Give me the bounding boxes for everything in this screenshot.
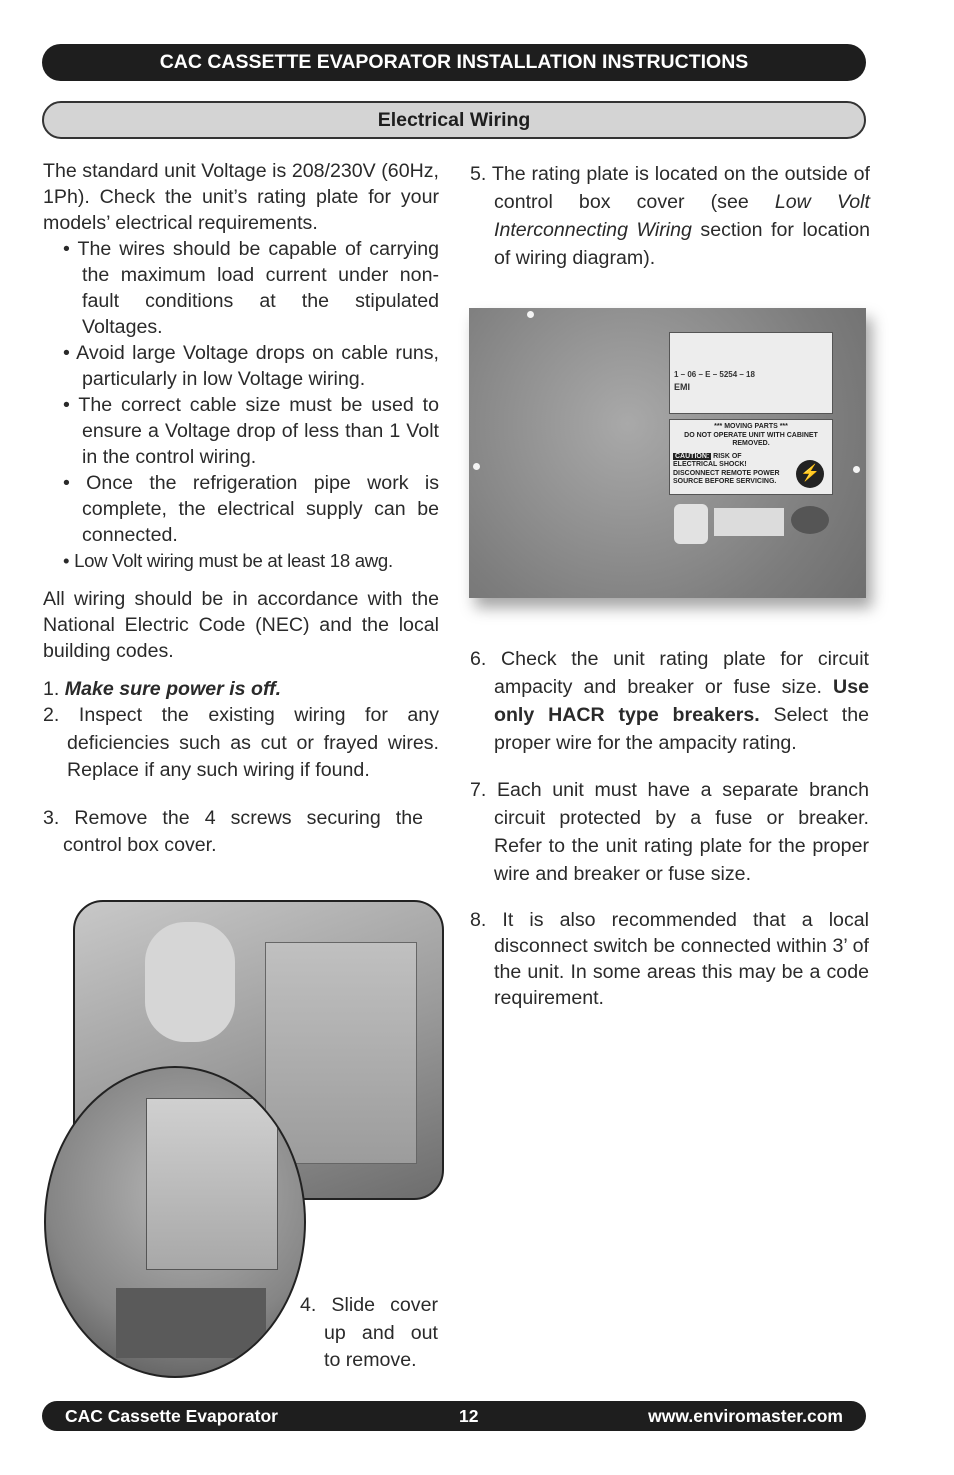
warning-label: [669, 419, 833, 495]
left-column: [43, 158, 439, 860]
step-2: 2. Inspect the existing wiring for any deficiencies such as cut or frayed wires. Replace if any such wiring if found.: [43, 704, 439, 781]
step-8: 8. It is also recommended that a local disconnect switch be connected within 3’ of the unit. In some areas this may be a code requirement.: [470, 909, 869, 1009]
step-5-text-a: 5. The rating plate is located on the outside of control box cover (see: [470, 163, 870, 213]
step-4-caption: [300, 1292, 438, 1375]
step-7: 7. Each unit must have a separate branch circuit protected by a fuse or breaker. Refer to the unit rating plate for the proper wire and breaker or fuse size.: [470, 779, 869, 885]
header-title: CAC CASSETTE EVAPORATOR INSTALLATION INSTRUCTIONS: [159, 51, 749, 73]
nec-paragraph: All wiring should be in accordance with the National Electric Code (NEC) and the local building codes.: [43, 588, 439, 662]
step-1-number: 1.: [43, 678, 60, 700]
footer-title: CAC Cassette Evaporator: [65, 1406, 278, 1426]
step-6-text-b: Select the proper wire for the ampacity rating.: [494, 704, 869, 754]
flag-sticker-icon: [791, 506, 829, 534]
step-6-text-a: 6. Check the unit rating plate for circuit ampacity and breaker or fuse size.: [470, 648, 869, 698]
bullet-low-volt: • Low Volt wiring must be at least 18 awg.: [63, 550, 393, 571]
cover-panel: [265, 942, 417, 1164]
hand-icon: [145, 922, 235, 1042]
section-header: [42, 101, 866, 139]
caution-tag: CAUTION:: [675, 452, 710, 460]
page-header: [42, 44, 866, 81]
page-footer: [42, 1401, 866, 1431]
lightning-icon: ⚡: [796, 460, 824, 488]
page-number: 12: [459, 1406, 479, 1426]
wiring-icon: [116, 1288, 266, 1358]
bullet-supply-connection: • Once the refrigeration pipe work is complete, the electrical supply can be connected.: [63, 472, 439, 546]
step-3: 3. Remove the 4 screws securing the control box cover.: [43, 806, 423, 856]
bullet-voltage-drop: • Avoid large Voltage drops on cable runs, particularly in low Voltage wiring.: [63, 342, 439, 390]
listing-label-icon: [714, 508, 784, 536]
right-steps: [470, 645, 869, 1011]
footer-website: www.enviromaster.com: [648, 1406, 843, 1426]
zoom-cover-panel: [146, 1098, 278, 1270]
bullet-cable-size: • The correct cable size must be used to ensure a Voltage drop of less than 1 Volt in the control wiring.: [63, 394, 439, 468]
certification-badge-icon: [674, 504, 708, 544]
step-5-text-b: section for location of wiring diagram).: [494, 219, 870, 269]
step-6-hacr: Use only HACR type breakers.: [494, 676, 869, 726]
caution-text: RISK OF ELECTRICAL SHOCK! DISCONNECT REMOTE POWER SOURCE BEFORE SERVICING.: [673, 452, 780, 485]
step-5-reference: Low Volt Interconnecting Wiring: [494, 191, 870, 241]
step-4: 4. Slide cover up and out to remove.: [300, 1294, 438, 1371]
right-column: [470, 160, 870, 272]
bullet-wire-capacity: • The wires should be capable of carrying the maximum load current under non-fault conditions at the stipulated Voltages.: [63, 238, 439, 338]
step-1: [43, 676, 439, 702]
intro-paragraph: The standard unit Voltage is 208/230V (60Hz, 1Ph). Check the unit’s rating plate for your models’ electrical requirements.: [43, 160, 439, 234]
warning-line-1: *** MOVING PARTS ***: [714, 423, 788, 430]
zoom-photo: [44, 1066, 306, 1378]
step-5: [470, 160, 870, 272]
step-6: [470, 645, 869, 757]
step-1-text: Make sure power is off.: [64, 678, 282, 700]
brand-logo: EMI: [674, 382, 691, 392]
rating-plate-label: [669, 332, 833, 414]
warning-line-2: DO NOT OPERATE UNIT WITH CABINET REMOVED.: [684, 431, 818, 447]
rating-plate-photo: [469, 308, 866, 598]
section-title: Electrical Wiring: [377, 108, 531, 131]
serial-number: 1 – 06 – E – 5254 – 18: [674, 370, 755, 379]
